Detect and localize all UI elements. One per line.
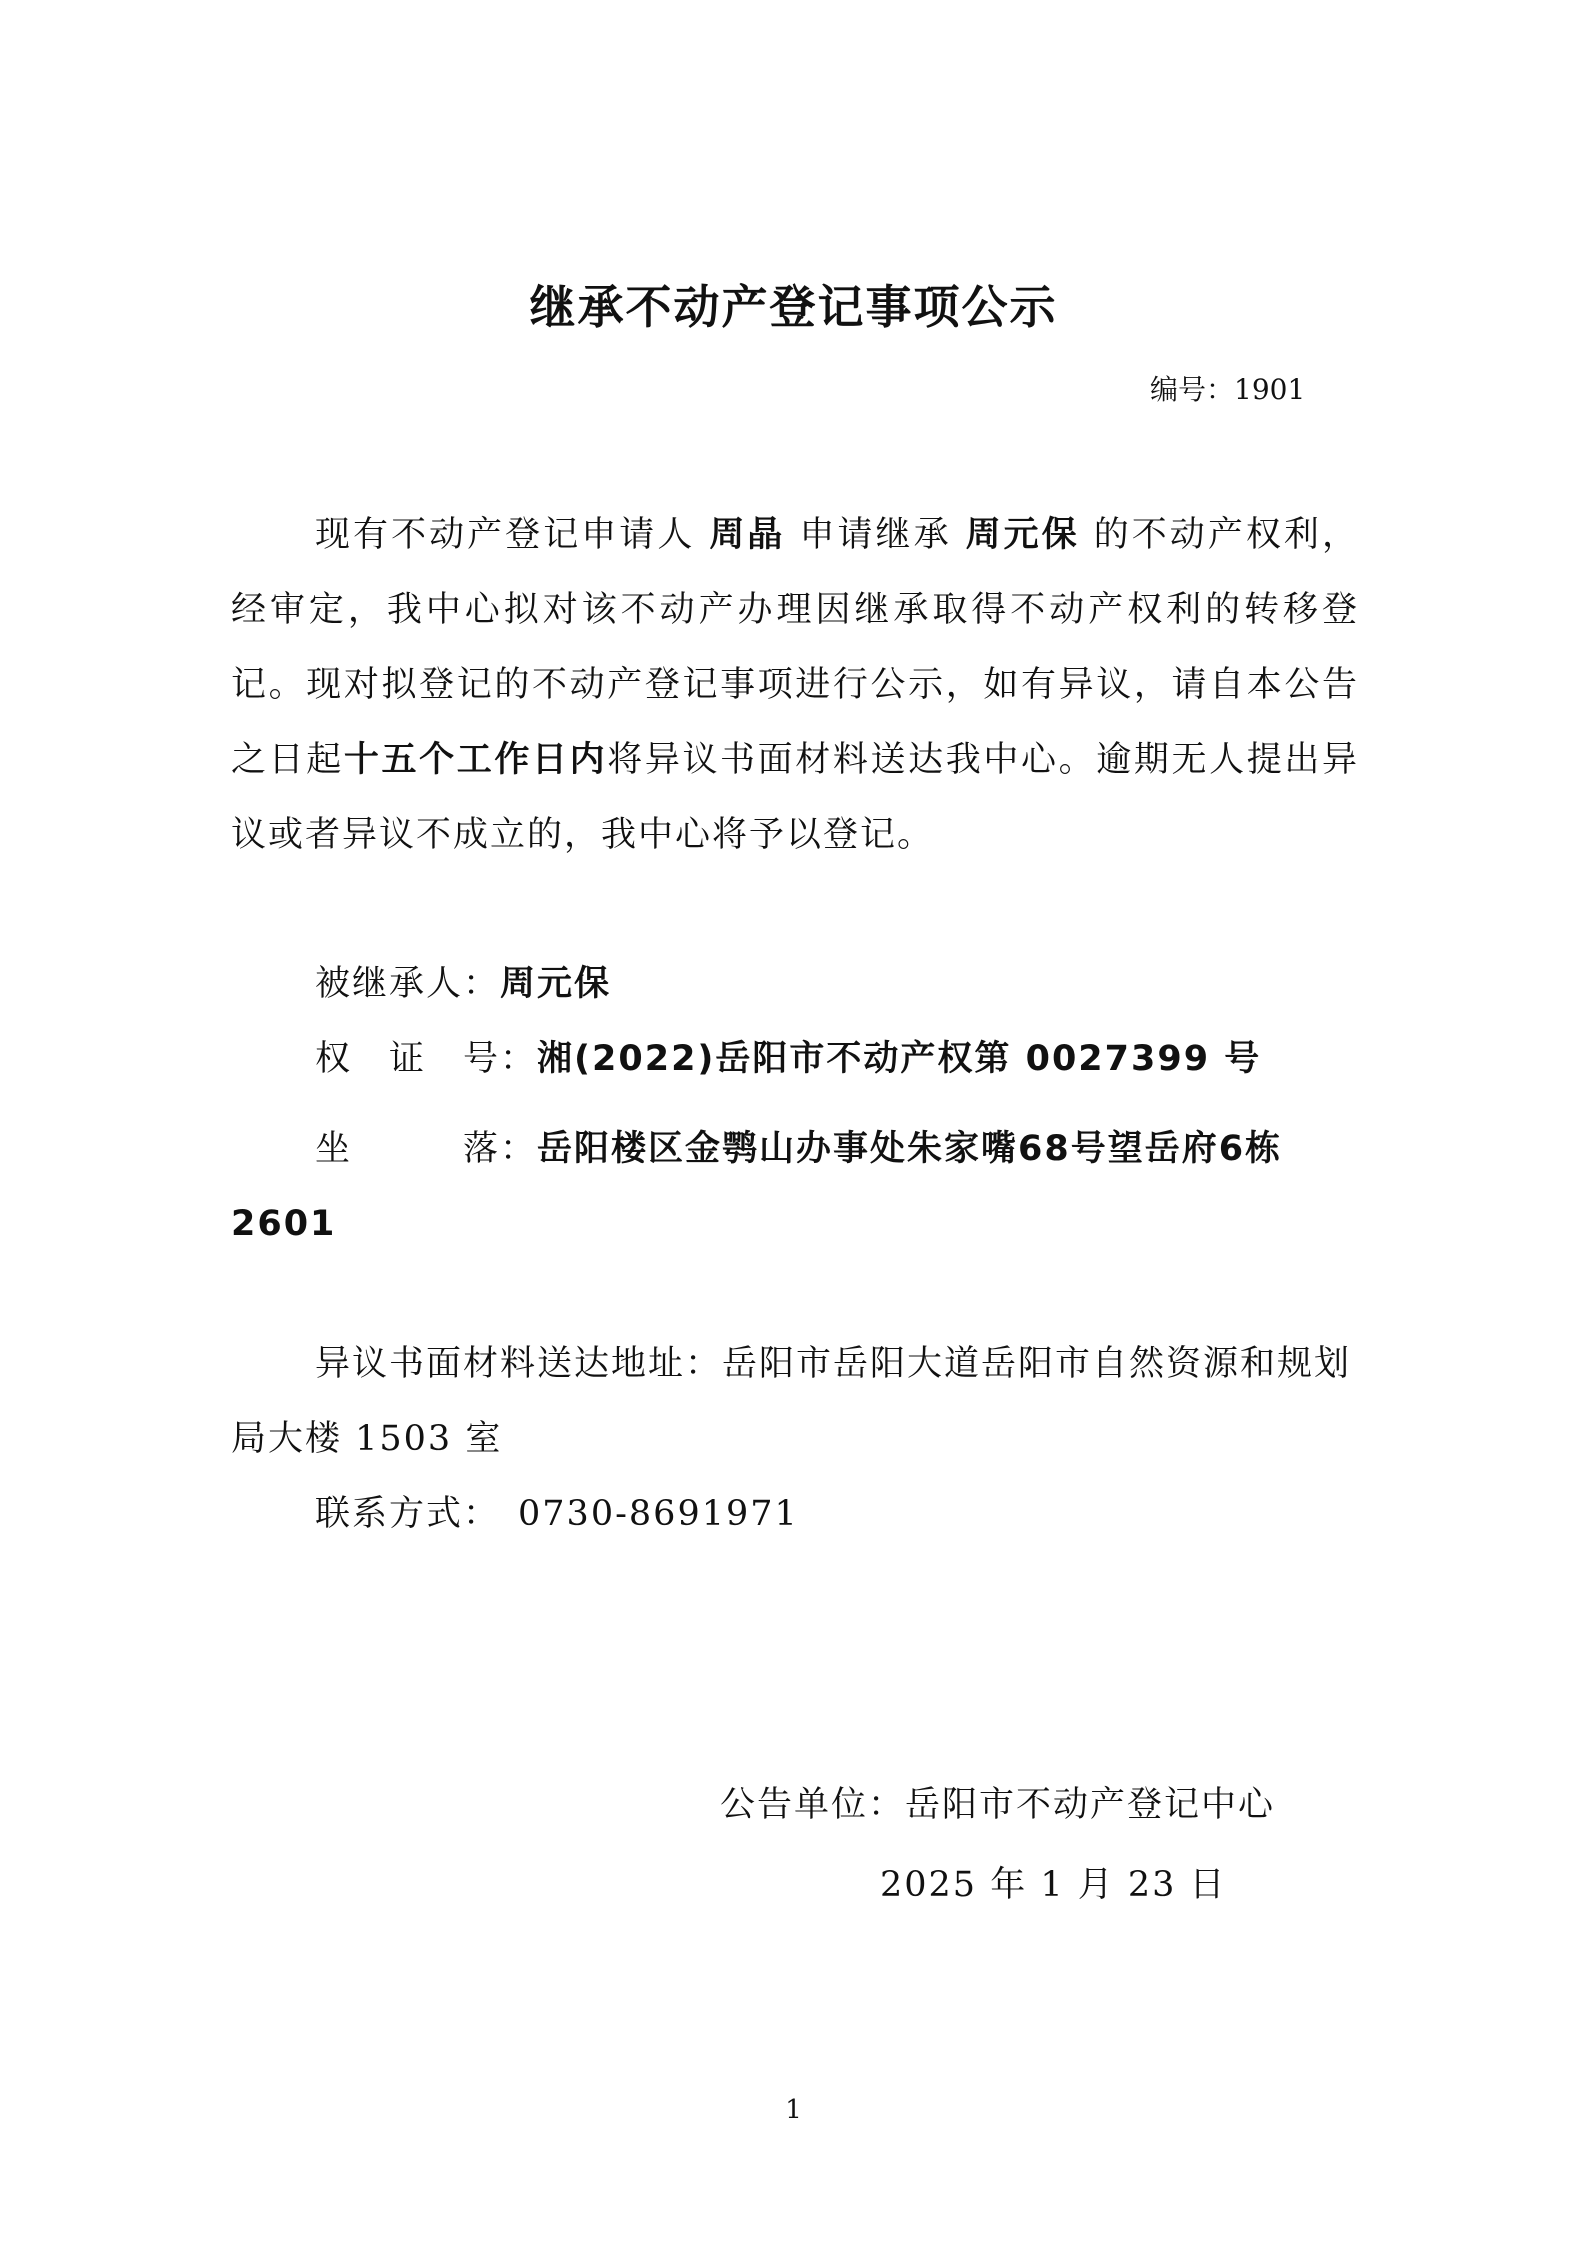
issue-date: 2025 年 1 月 23 日 [880, 1865, 1227, 1905]
contact-line [315, 1477, 799, 1552]
applicant-name: 周晶 [709, 515, 786, 555]
certificate-field [315, 1022, 1359, 1097]
decedent-value: 周元保 [500, 964, 612, 1004]
notice-text-4: 将异议书面材料送达我中心。逾期无人提出异议或者异议不成立的，我中心将予以登记。 [231, 740, 1359, 855]
document-title: 继承不动产登记事项公示 [529, 280, 1058, 334]
notice-text-3: 的不动产权利，经审定，我中心拟对该不动产办理因继承取得不动产权利的转移登记。现对拟登记的不动产登记事项进行公示，如有异议，请自本公告之日起 [231, 515, 1359, 780]
certificate-value: 湘(2022)岳阳市不动产权第 0027399 号 [537, 1039, 1262, 1079]
objection-address: 异议书面材料送达地址：岳阳市岳阳大道岳阳市自然资源和规划局大楼 1503 室 [231, 1344, 1352, 1459]
decedent-field [315, 947, 1359, 1022]
notice-paragraph [231, 498, 1359, 873]
decedent-label: 被继承人： [315, 964, 501, 1004]
decedent-name: 周元保 [965, 515, 1080, 555]
page-number: 1 [785, 2095, 802, 2125]
notice-text-2: 申请继承 [799, 515, 952, 555]
location-value: 岳阳楼区金鹗山办事处朱家嘴68号望岳府6栋2601 [231, 1129, 1283, 1244]
certificate-label: 权 证 号： [315, 1039, 538, 1079]
contact-phone: 0730-8691971 [518, 1494, 799, 1534]
contact-label: 联系方式： [315, 1494, 501, 1534]
objection-deadline: 十五个工作日内 [343, 740, 608, 780]
issuer: 公告单位：岳阳市不动产登记中心 [720, 1785, 1276, 1825]
document-number: 编号：1901 [1150, 373, 1306, 406]
location-field [231, 1112, 1359, 1262]
notice-text-1: 现有不动产登记申请人 [315, 515, 696, 555]
location-label: 坐 落： [315, 1129, 538, 1169]
